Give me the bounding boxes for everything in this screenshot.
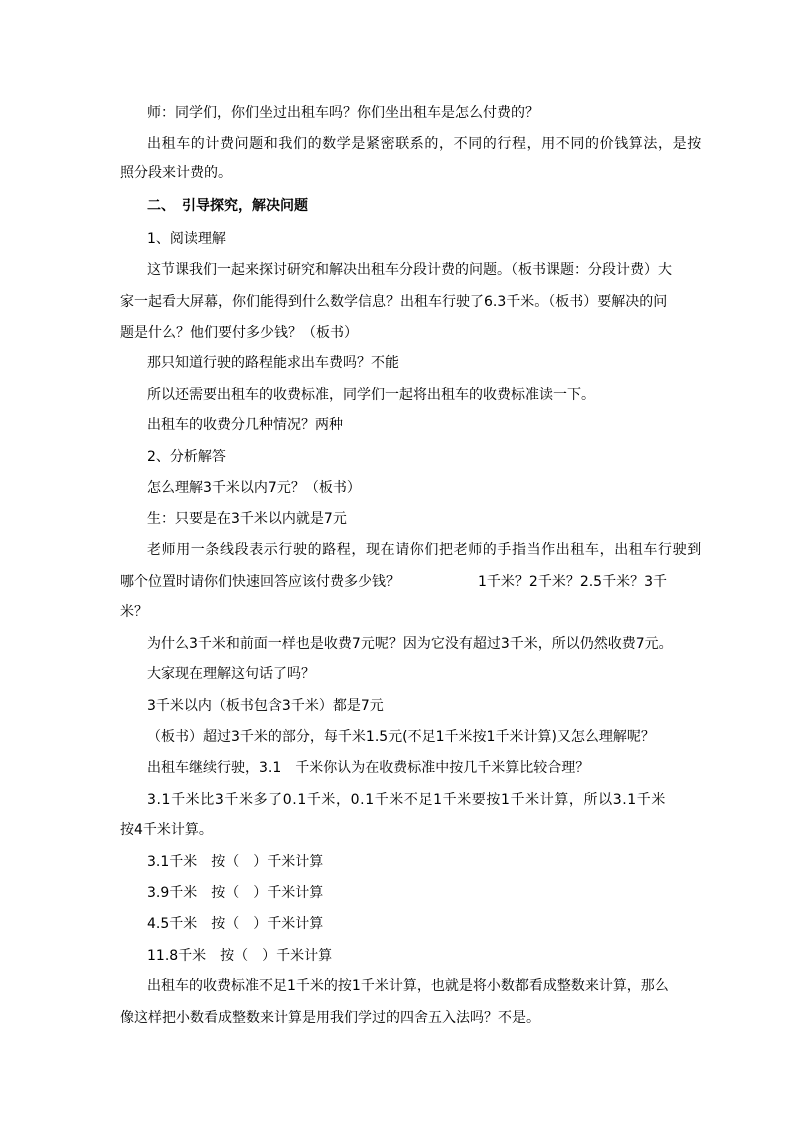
paragraph-within-3km: 3千米以内（板书包含3千米）都是7元 <box>147 698 384 714</box>
subheading-analysis: 2、分析解答 <box>147 449 226 465</box>
paragraph-two-cases: 出租车的收费分几种情况？两种 <box>147 417 343 433</box>
section-heading-2: 二、 引导探究，解决问题 <box>147 198 308 214</box>
subheading-reading: 1、阅读理解 <box>147 231 226 247</box>
exercise-3-1: 3.1千米 按（ ）千米计算 <box>147 854 324 870</box>
paragraph-rounding-up: 出租车的收费标准不足1千米的按1千米计算，也就是将小数都看成整数来计算，那么 <box>147 978 669 994</box>
paragraph-line-segment: 老师用一条线段表示行驶的路程，现在请你们把老师的手指当作出租车，出租车行驶到 <box>147 542 702 558</box>
paragraph-3-1km: 3.1千米比3千米多了0.1千米，0.1千米不足1千米要按1千米计算，所以3.1千米 <box>147 792 666 808</box>
paragraph-understand-3km: 怎么理解3千米以内7元？（板书） <box>147 480 361 496</box>
paragraph-student-answer: 生：只要是在3千米以内就是7元 <box>147 511 347 527</box>
paragraph-3-1km-cont: 按4千米计算。 <box>120 822 213 838</box>
paragraph-rounding-up-cont: 像这样把小数看成整数来计算是用我们学过的四舍五入法吗？不是。 <box>120 1010 540 1026</box>
paragraph-why-7: 为什么3千米和前面一样也是收费7元呢？因为它没有超过3千米，所以仍然收费7元。 <box>147 636 673 652</box>
paragraph-teacher-question: 师：同学们，你们坐过出租车吗？你们坐出租车是怎么付费的？ <box>147 105 539 121</box>
paragraph-lesson: 这节课我们一起来探讨研究和解决出租车分段计费的问题。（板书课题：分段计费）大 <box>147 262 672 278</box>
paragraph-lesson-cont-2: 题是什么？他们要付多少钱？（板书） <box>120 325 358 341</box>
distance-sequence: 1千米？2千米？2.5千米？3千 <box>478 574 667 590</box>
paragraph-lesson-cont-1: 家一起看大屏幕，你们能得到什么数学信息？出租车行驶了6.3千米。（板书）要解决的问 <box>120 294 668 310</box>
paragraph-understand-now: 大家现在理解这句话了吗？ <box>147 666 315 682</box>
paragraph-distance-only: 那只知道行驶的路程能求出车费吗？不能 <box>147 355 399 371</box>
paragraph-standard: 所以还需要出租车的收费标准，同学们一起将出租车的收费标准读一下。 <box>147 387 595 403</box>
exercise-3-9: 3.9千米 按（ ）千米计算 <box>147 885 324 901</box>
paragraph-intro: 出租车的计费问题和我们的数学是紧密联系的，不同的行程，用不同的价钱算法，是按 <box>147 136 702 152</box>
paragraph-over-3km: （板书）超过3千米的部分，每千米1.5元(不足1千米按1千米计算)又怎么理解呢？ <box>147 729 655 745</box>
exercise-11-8: 11.8千米 按（ ）千米计算 <box>147 948 333 964</box>
paragraph-intro-cont: 照分段来计费的。 <box>120 165 232 181</box>
exercise-4-5: 4.5千米 按（ ）千米计算 <box>147 916 324 932</box>
paragraph-continue: 出租车继续行驶，3.1 千米你认为在收费标准中按几千米算比较合理？ <box>147 760 590 776</box>
question-text: 哪个位置时请你们快速回答应该付费多少钱？ <box>120 574 400 590</box>
paragraph-line-segment-end: 米？ <box>120 604 148 620</box>
paragraph-line-segment-cont <box>120 572 667 592</box>
